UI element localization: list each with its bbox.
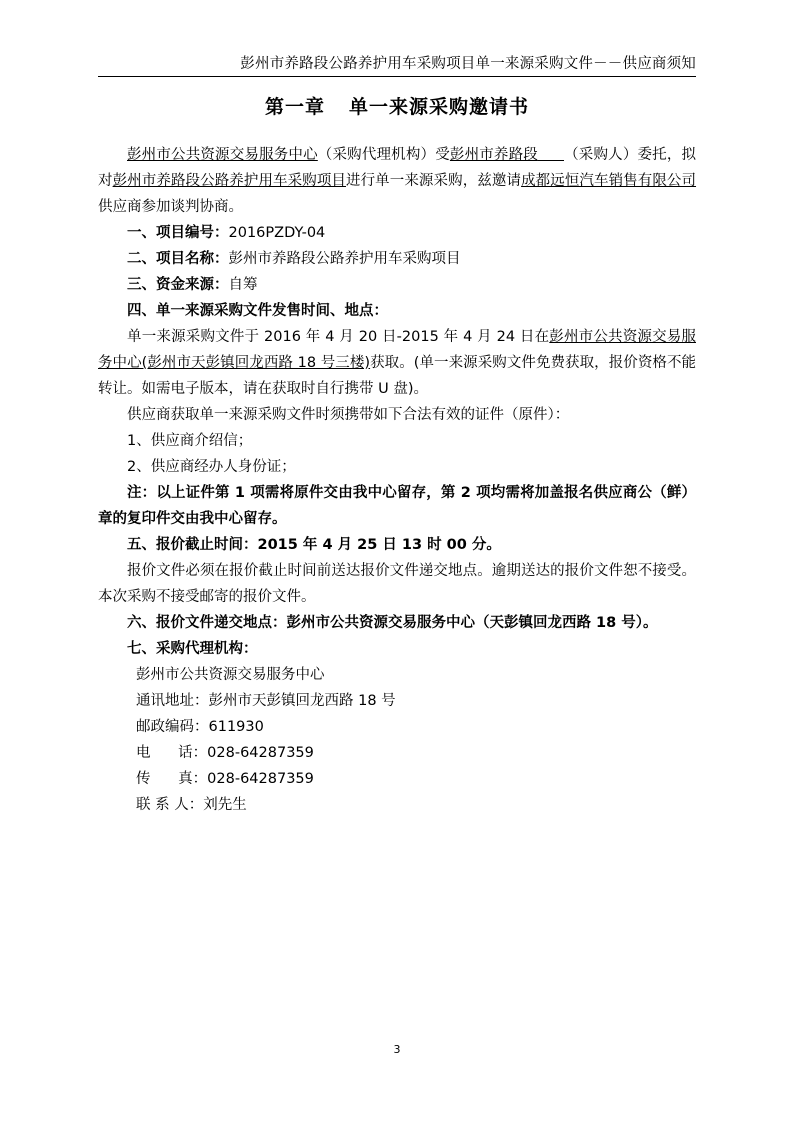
page-number: 3 — [393, 1043, 401, 1056]
project-name: 彭州市养路段公路养护用车采购项目 — [112, 173, 346, 189]
phone-value: 028-64287359 — [207, 745, 314, 761]
purchaser-underline — [538, 146, 564, 161]
section-1 — [98, 220, 696, 246]
purchaser-name: 彭州市养路段 — [449, 147, 538, 163]
sale-notes: 获取。(单一来源采购文件免费获取，报价资格不能转让。如需电子版本，请在获取时自行携带 U 盘)。 — [98, 355, 697, 397]
sale-time: 单一来源采购文件于 2016 年 4 月 20 日-2015 年 4 月 24 日在 — [127, 329, 550, 345]
section-4-heading: 四、单一来源采购文件发售时间、地点： — [127, 303, 388, 319]
required-document-2: 2、供应商经办人身份证； — [127, 459, 296, 475]
required-document-1: 1、供应商介绍信； — [127, 433, 253, 449]
supplier-name: 成都远恒汽车销售有限公司 — [521, 173, 697, 189]
section-7-heading: 七、采购代理机构： — [127, 641, 258, 657]
purchaser-role: （采购人）委托，拟对 — [98, 147, 697, 189]
postcode-value: 611930 — [208, 719, 264, 735]
section-2 — [98, 246, 696, 272]
agency-contact-name: 彭州市公共资源交易服务中心 — [136, 667, 325, 683]
intro-middle: 进行单一来源采购，兹邀请 — [346, 173, 522, 189]
section-3-label: 三、资金来源： — [127, 277, 229, 293]
chapter-title — [98, 92, 696, 119]
sale-place: 彭州市公共资源交易服务中心(彭州市天彭镇回龙西路 18 号三楼) — [98, 329, 696, 371]
contact-label: 联 系 人： — [136, 797, 204, 813]
agency-phone — [98, 740, 696, 766]
phone-label: 电 话： — [136, 745, 208, 761]
section-1-label: 一、项目编号： — [127, 225, 229, 241]
chapter-number: 第一章 — [264, 96, 325, 118]
project-title-value: 彭州市养路段公路养护用车采购项目 — [228, 251, 461, 267]
section-6-heading: 六、报价文件递交地点：彭州市公共资源交易服务中心（天彭镇回龙西路 18 号）。 — [127, 615, 658, 631]
page-header: 彭州市养路段公路养护用车采购项目单一来源采购文件－－供应商须知 — [98, 52, 696, 77]
document-body — [98, 142, 696, 818]
section-4-text — [98, 324, 696, 402]
chapter-name: 单一来源采购邀请书 — [349, 96, 530, 118]
section-5-text: 报价文件必须在报价截止时间前送达报价文件递交地点。逾期送达的报价文件恕不接受。本次采购不接受邮寄的报价文件。 — [98, 563, 696, 605]
contact-value: 刘先生 — [203, 797, 247, 813]
agency-fax — [98, 766, 696, 792]
required-documents-intro: 供应商获取单一来源采购文件时须携带如下合法有效的证件（原件）： — [127, 407, 570, 423]
section-3 — [98, 272, 696, 298]
agency-postcode — [98, 714, 696, 740]
funding-source: 自筹 — [228, 277, 258, 293]
agency-address — [98, 688, 696, 714]
agency-name: 彭州市公共资源交易服务中心 — [127, 147, 318, 163]
postcode-label: 邮政编码： — [136, 719, 209, 735]
section-2-label: 二、项目名称： — [127, 251, 229, 267]
fax-label: 传 真： — [136, 771, 208, 787]
section-5-heading: 五、报价截止时间：2015 年 4 月 25 日 13 时 00 分。 — [127, 537, 501, 553]
address-value: 彭州市天彭镇回龙西路 18 号 — [208, 693, 396, 709]
agency-role: （采购代理机构）受 — [317, 147, 450, 163]
documents-note: 注：以上证件第 1 项需将原件交由我中心留存，第 2 项均需将加盖报名供应商公（鲜）章的复印件交由我中心留存。 — [98, 485, 696, 527]
project-number: 2016PZDY-04 — [228, 225, 326, 241]
intro-tail: 供应商参加谈判协商。 — [98, 199, 243, 215]
address-label: 通讯地址： — [136, 693, 209, 709]
fax-value: 028-64287359 — [207, 771, 314, 787]
agency-contact-person — [98, 792, 696, 818]
intro-paragraph — [98, 142, 696, 220]
